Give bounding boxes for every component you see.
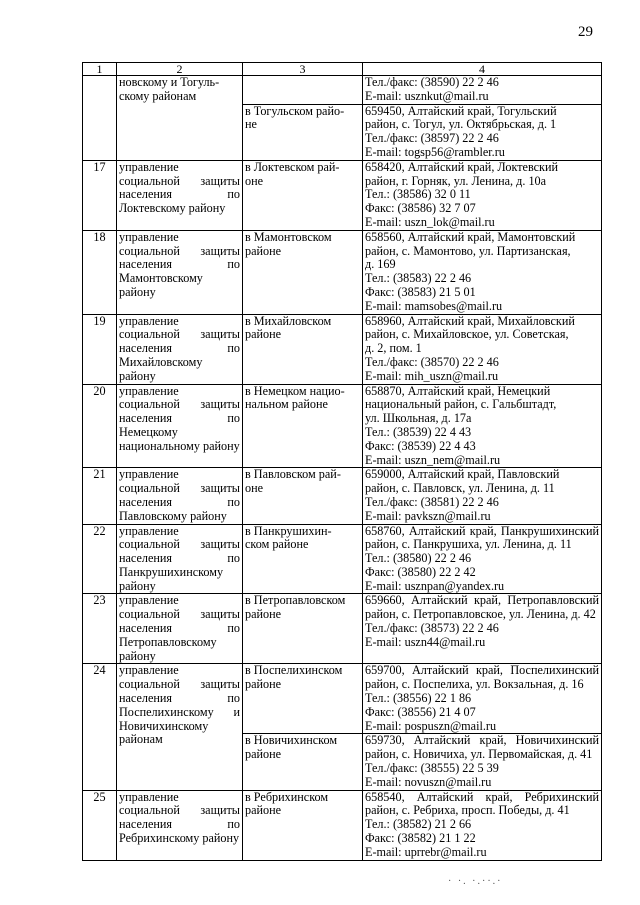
cell-line: управление социальной защиты населения по Локтевскому району [119, 159, 240, 216]
cell-line: районе [245, 328, 282, 342]
row-number: 17 [83, 160, 117, 230]
cell-line: Тел.: (38556) 22 1 86 [365, 692, 472, 706]
agency-name [117, 160, 243, 230]
cell-line: оне [245, 174, 264, 188]
cell-line: 659700, Алтайский край, Поспелихинский район, с. Поспелиха, ул. Вокзальная, д. 16 [365, 664, 599, 692]
agency-name [117, 790, 243, 860]
cell-line: районе [245, 608, 282, 622]
cell-line: 658760, Алтайский край, Панкрушихинский район, с. Панкрушиха, ул. Ленина, д. 11 [365, 524, 599, 552]
area-name [243, 468, 363, 524]
cell-line: Тел./факс: (38590) 22 2 46 [365, 76, 499, 89]
cell-line: управление социальной защиты населения по Немецкому национальному району [119, 383, 240, 453]
cell-line: ском районе [245, 538, 309, 552]
cell-line: в Немецком нацио- [245, 384, 345, 398]
cell-line: в Локтевском рай- [245, 160, 340, 174]
table-row [83, 384, 602, 468]
cell-line: E-mail: mamsobes@mail.ru [365, 299, 503, 313]
area-name [243, 104, 363, 160]
cell-line: в Поспелихинском [245, 664, 343, 678]
contact-info [363, 104, 602, 160]
cell-line: район, г. Горняк, ул. Ленина, д. 10а [365, 174, 547, 188]
contact-info [363, 790, 602, 860]
area-name [243, 594, 363, 664]
cell-line: Факс: (38582) 21 1 22 [365, 832, 476, 846]
area-name [243, 384, 363, 468]
cell-line: Факс: (38556) 21 4 07 [365, 705, 476, 719]
area-name [243, 790, 363, 860]
area-name [243, 230, 363, 314]
area-name [243, 734, 363, 790]
row-number: 21 [83, 468, 117, 524]
area-name [243, 314, 363, 384]
cell-line: районе [245, 678, 282, 692]
row-number: 20 [83, 384, 117, 468]
cell-line: Тел./факс: (38581) 22 2 46 [365, 495, 499, 509]
contact-info [363, 160, 602, 230]
row-number [83, 76, 117, 161]
row-number: 23 [83, 594, 117, 664]
cell-line: ул. Школьная, д. 17а [365, 412, 472, 426]
cell-line: Факс: (38586) 32 7 07 [365, 202, 476, 216]
cell-line: управление социальной защиты населения по Михайловскому району [119, 313, 240, 383]
cell-line: в Петропавловском [245, 594, 346, 608]
table-row [83, 594, 602, 664]
cell-line: д. 169 [365, 258, 396, 272]
cell-line: управление социальной защиты населения по Ребрихинскому району [119, 789, 240, 846]
cell-line: управление социальной защиты населения по Поспелихинскому и Новичихинскому районам [119, 663, 240, 747]
area-name [243, 664, 363, 734]
cell-line: район, с. Мамонтово, ул. Партизанская, [365, 244, 571, 258]
cell-line: не [245, 118, 257, 132]
cell-line: E-mail: uszn_lok@mail.ru [365, 215, 495, 229]
cell-line: E-mail: pospuszn@mail.ru [365, 719, 497, 733]
table-row [83, 160, 602, 230]
row-number: 18 [83, 230, 117, 314]
cell-line: E-mail: uprrebr@mail.ru [365, 845, 487, 859]
cell-line: 658960, Алтайский край, Михайловский [365, 314, 575, 328]
social-protection-table [82, 62, 602, 861]
cell-line: E-mail: uszn44@mail.ru [365, 635, 486, 649]
cell-line: E-mail: mih_uszn@mail.ru [365, 369, 499, 383]
cell-line: 659450, Алтайский край, Тогульский [365, 104, 557, 118]
contact-info [363, 230, 602, 314]
cell-line: район, с. Павловск, ул. Ленина, д. 11 [365, 482, 555, 496]
contact-info [363, 734, 602, 790]
cell-line: E-mail: uszn_nem@mail.ru [365, 453, 501, 467]
cell-line: E-mail: usznpan@yandex.ru [365, 579, 505, 593]
agency-name [117, 384, 243, 468]
column-number-row [83, 63, 602, 76]
column-number: 2 [117, 63, 243, 76]
cell-line: в Тогульском райо- [245, 104, 345, 118]
table-row [83, 524, 602, 594]
cell-line: район, с. Тогул, ул. Октябрьская, д. 1 [365, 118, 557, 132]
cell-line: скому районам [119, 89, 197, 103]
cell-line: в Михайловском [245, 314, 332, 328]
cell-line: Тел.: (38580) 22 2 46 [365, 552, 472, 566]
table-row [83, 76, 602, 105]
agency-name [117, 76, 243, 161]
cell-line: в Мамонтовском [245, 230, 332, 244]
table-row [83, 790, 602, 860]
agency-name [117, 594, 243, 664]
row-number: 22 [83, 524, 117, 594]
cell-line: Тел./факс: (38573) 22 2 46 [365, 622, 499, 636]
cell-line: 659730, Алтайский край, Новичихинский район, с. Новичиха, ул. Первомайская, д. 41 [365, 734, 599, 762]
agency-name [117, 664, 243, 790]
cell-line: 658420, Алтайский край, Локтевский [365, 160, 559, 174]
cell-line: управление социальной защиты населения по Панкрушихинскому району [119, 523, 240, 593]
contact-info [363, 384, 602, 468]
agency-name [117, 230, 243, 314]
cell-line: д. 2, пом. 1 [365, 342, 422, 356]
cell-line: районе [245, 244, 282, 258]
cell-line: E-mail: usznkut@mail.ru [365, 89, 489, 103]
cell-line: 659000, Алтайский край, Павловский [365, 468, 560, 482]
table-row [83, 314, 602, 384]
cell-line: новскому и Тогуль- [119, 76, 220, 89]
cell-line: Тел.: (38586) 32 0 11 [365, 188, 471, 202]
cell-line: Факс: (38580) 22 2 42 [365, 565, 476, 579]
cell-line: E-mail: togsp56@rambler.ru [365, 145, 505, 159]
cell-line: в Новичихинском [245, 734, 338, 748]
area-name [243, 76, 363, 105]
cell-line: в Павловском рай- [245, 468, 341, 482]
cell-line: районе [245, 748, 282, 762]
table-row [83, 664, 602, 734]
cell-line: 659660, Алтайский край, Петропавловский район, с. Петропавловское, ул. Ленина, д. 42 [365, 594, 599, 622]
cell-line: национальный район, с. Гальбштадт, [365, 398, 557, 412]
cell-line: Тел.: (38582) 21 2 66 [365, 818, 472, 832]
cell-line: нальном районе [245, 398, 328, 412]
cell-line: Тел.: (38539) 22 4 43 [365, 425, 472, 439]
contact-info [363, 468, 602, 524]
cell-line: районе [245, 804, 282, 818]
cell-line: управление социальной защиты населения по Мамонтовскому району [119, 229, 240, 299]
column-number: 4 [363, 63, 602, 76]
area-name [243, 160, 363, 230]
cell-line: Тел./факс: (38597) 22 2 46 [365, 132, 499, 146]
contact-info [363, 314, 602, 384]
footer-mark: · ·. ·.··.· [448, 876, 503, 887]
cell-line: Факс: (38583) 21 5 01 [365, 285, 476, 299]
column-number: 3 [243, 63, 363, 76]
cell-line: 658540, Алтайский край, Ребрихинский район, с. Ребриха, просп. Победы, д. 41 [365, 790, 599, 818]
contact-info [363, 524, 602, 594]
cell-line: 658870, Алтайский край, Немецкий [365, 384, 551, 398]
agency-name [117, 524, 243, 594]
cell-line: оне [245, 482, 264, 496]
cell-line: управление социальной защиты населения по Петропавловскому району [119, 593, 240, 663]
contact-info [363, 594, 602, 664]
agency-name [117, 314, 243, 384]
agency-name [117, 468, 243, 524]
page-number: 29 [578, 24, 593, 40]
row-number: 19 [83, 314, 117, 384]
contact-info [363, 664, 602, 734]
table-row [83, 230, 602, 314]
cell-line: Тел.: (38583) 22 2 46 [365, 272, 472, 286]
cell-line: в Ребрихинском [245, 790, 329, 804]
row-number: 24 [83, 664, 117, 790]
area-name [243, 524, 363, 594]
cell-line: управление социальной защиты населения по Павловскому району [119, 467, 240, 523]
cell-line: 658560, Алтайский край, Мамонтовский [365, 230, 576, 244]
cell-line: E-mail: novuszn@mail.ru [365, 775, 492, 789]
cell-line: район, с. Михайловское, ул. Советская, [365, 328, 569, 342]
row-number: 25 [83, 790, 117, 860]
cell-line: Факс: (38539) 22 4 43 [365, 439, 476, 453]
column-number: 1 [83, 63, 117, 76]
table-row [83, 468, 602, 524]
cell-line: Тел./факс: (38555) 22 5 39 [365, 762, 499, 776]
cell-line: в Панкрушихин- [245, 524, 332, 538]
contact-info [363, 76, 602, 105]
cell-line: Тел./факс: (38570) 22 2 46 [365, 355, 499, 369]
cell-line: E-mail: pavkszn@mail.ru [365, 509, 491, 523]
